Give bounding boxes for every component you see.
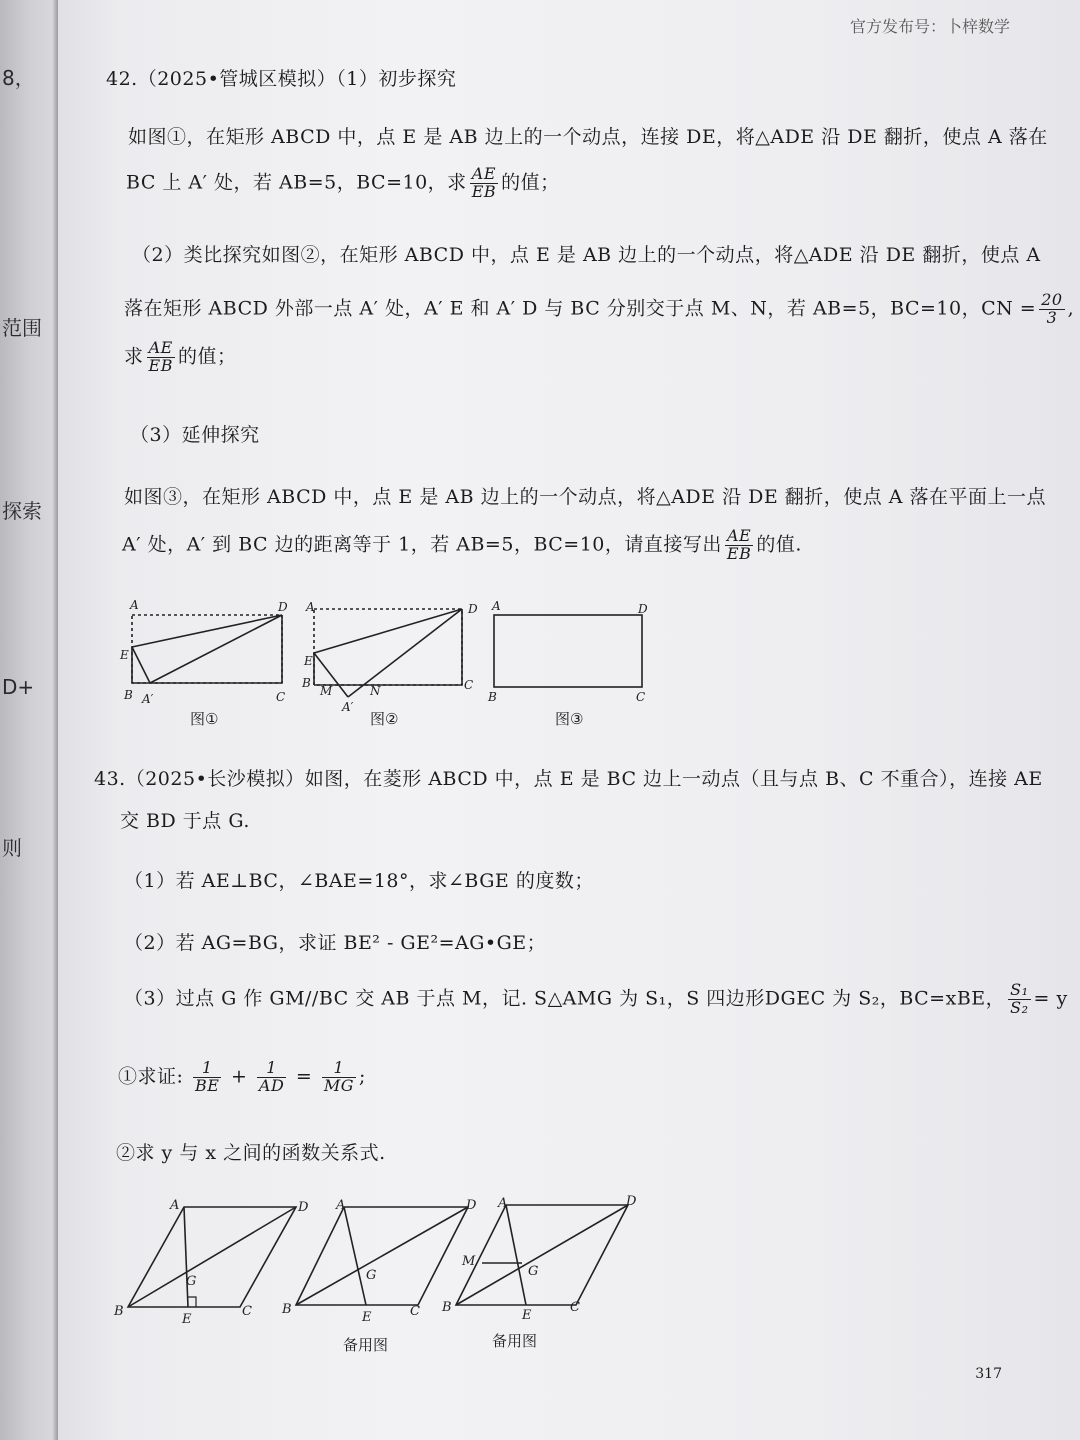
svg-text:C: C bbox=[276, 690, 286, 704]
svg-text:C: C bbox=[242, 1304, 252, 1319]
q43-proof: ①求证: $\frac{1}{BE}$ + $\frac{1}{AD}$ = $\frac{1}{MG}$ ; bbox=[118, 1058, 366, 1095]
svg-text:A′: A′ bbox=[142, 692, 154, 706]
svg-text:C: C bbox=[464, 678, 474, 692]
svg-text:A′: A′ bbox=[342, 700, 354, 714]
q43-sub3-2: ②求 y 与 x 之间的函数关系式. bbox=[116, 1142, 386, 1164]
fig1-rect-dashed bbox=[132, 615, 282, 683]
svg-text:A: A bbox=[306, 600, 315, 614]
fraction-ae-eb: $\frac{AE}{EB}$ bbox=[148, 338, 173, 375]
q42-p3-title: （3）延伸探究 bbox=[130, 424, 260, 446]
figure-caption: 备用图 bbox=[343, 1336, 389, 1354]
svg-text:A: A bbox=[492, 599, 501, 613]
q43-line2: 交 BD 于点 G. bbox=[120, 810, 250, 832]
previous-page-edge bbox=[0, 0, 58, 1440]
svg-text:E: E bbox=[182, 1312, 192, 1327]
svg-text:C: C bbox=[570, 1300, 580, 1315]
q43-line1: 43.（2025•长沙模拟）如图，在菱形 ABCD 中，点 E 是 BC 边上一动点（且与点 B、C 不重合），连接 AE bbox=[94, 768, 1043, 790]
margin-text: 范围 bbox=[2, 316, 42, 340]
fraction-1-mg: $\frac{1}{MG}$ bbox=[323, 1058, 354, 1095]
svg-text:D: D bbox=[468, 602, 478, 616]
svg-text:D: D bbox=[638, 602, 648, 616]
q42-p2-line3: 求 $\frac{AE}{EB}$ 的值； bbox=[124, 338, 237, 375]
q42-p2-line2: 落在矩形 ABCD 外部一点 A′ 处，A′ E 和 A′ D 与 BC 分别交于点 M、N，若 AB=5，BC=10，CN = $\frac{20}{3}$ , bbox=[124, 290, 1075, 327]
margin-text: 探索 bbox=[2, 499, 42, 523]
svg-text:A: A bbox=[336, 1198, 346, 1213]
q42-p2-line1: （2）类比探究如图②，在矩形 ABCD 中，点 E 是 AB 边上的一个动点，将△ADE 沿 DE 翻折，使点 A bbox=[132, 244, 1041, 266]
q42-p3-line1: 如图③，在矩形 ABCD 中，点 E 是 AB 边上的一个动点，将△ADE 沿 DE 翻折，使点 A 落在平面上一点 bbox=[124, 486, 1047, 508]
svg-text:A: A bbox=[130, 598, 139, 612]
svg-text:B: B bbox=[442, 1300, 452, 1315]
fraction-1-be: $\frac{1}{BE}$ bbox=[194, 1058, 220, 1095]
q42-p1-line1: 如图①，在矩形 ABCD 中，点 E 是 AB 边上的一个动点，连接 DE，将△ADE 沿 DE 翻折，使点 A 落在 bbox=[128, 126, 1048, 148]
svg-text:M: M bbox=[462, 1254, 476, 1269]
figure-caption: 图③ bbox=[555, 710, 584, 728]
figure-caption: 备用图 bbox=[492, 1332, 538, 1350]
svg-text:A: A bbox=[498, 1196, 508, 1211]
svg-text:B: B bbox=[488, 690, 497, 704]
margin-text: 则 bbox=[2, 836, 22, 860]
svg-text:A: A bbox=[170, 1198, 180, 1213]
page-header: 官方发布号：卜梓数学 bbox=[849, 17, 1010, 36]
svg-text:B: B bbox=[302, 676, 311, 690]
svg-text:C: C bbox=[410, 1304, 420, 1319]
q42-title: 42.（2025•管城区模拟）（1）初步探究 bbox=[106, 68, 457, 90]
fraction-1-ad: $\frac{1}{AD}$ bbox=[258, 1058, 285, 1095]
svg-text:B: B bbox=[114, 1304, 124, 1319]
svg-text:B: B bbox=[124, 688, 133, 702]
svg-text:E: E bbox=[362, 1310, 372, 1325]
fraction-ae-eb: $\frac{AE}{EB}$ bbox=[471, 164, 497, 201]
fraction-cn: $\frac{20}{3}$ bbox=[1041, 290, 1063, 327]
svg-text:G: G bbox=[528, 1264, 539, 1279]
fraction-ae-eb: $\frac{AE}{EB}$ bbox=[726, 526, 752, 563]
svg-text:D: D bbox=[466, 1198, 477, 1213]
svg-text:M: M bbox=[320, 684, 333, 698]
svg-text:G: G bbox=[186, 1274, 197, 1289]
q43-sub1: （1）若 AE⊥BC，∠BAE=18°，求∠BGE 的度数； bbox=[124, 870, 594, 892]
page-number: 317 bbox=[975, 1366, 1002, 1382]
svg-text:B: B bbox=[282, 1302, 292, 1317]
q43-sub3: （3）过点 G 作 GM//BC 交 AB 于点 M，记. S△AMG 为 S₁，S 四边形DGEC 为 S₂，BC=xBE， $\frac{\text{S₁}}{\text{S₂}}$ = y bbox=[124, 980, 1068, 1017]
svg-text:D: D bbox=[298, 1200, 309, 1215]
svg-text:D: D bbox=[626, 1194, 637, 1209]
figure-caption: 图① bbox=[190, 710, 219, 728]
figure-caption: 图② bbox=[370, 710, 399, 728]
q43-figures bbox=[100, 1185, 660, 1335]
svg-text:G: G bbox=[366, 1268, 377, 1283]
svg-text:D: D bbox=[278, 600, 288, 614]
fraction-s1-s2: $\frac{\text{S₁}}{\text{S₂}}$ bbox=[1010, 980, 1029, 1017]
svg-text:E: E bbox=[120, 648, 129, 662]
margin-text: D+ bbox=[2, 675, 35, 699]
q43-sub2: （2）若 AG=BG，求证 BE² - GE²=AG•GE； bbox=[124, 932, 547, 954]
svg-text:C: C bbox=[636, 690, 646, 704]
q42-p1-line2: BC 上 A′ 处，若 AB=5，BC=10，求 $\frac{AE}{EB}$ 的值； bbox=[126, 164, 560, 201]
margin-text: 8， bbox=[2, 66, 35, 90]
svg-text:N: N bbox=[370, 684, 381, 698]
svg-text:E: E bbox=[522, 1308, 532, 1323]
svg-text:E: E bbox=[304, 654, 313, 668]
q42-p3-line2: A′ 处，A′ 到 BC 边的距离等于 1，若 AB=5，BC=10，请直接写出 $\frac{AE}{EB}$ 的值. bbox=[122, 526, 802, 563]
